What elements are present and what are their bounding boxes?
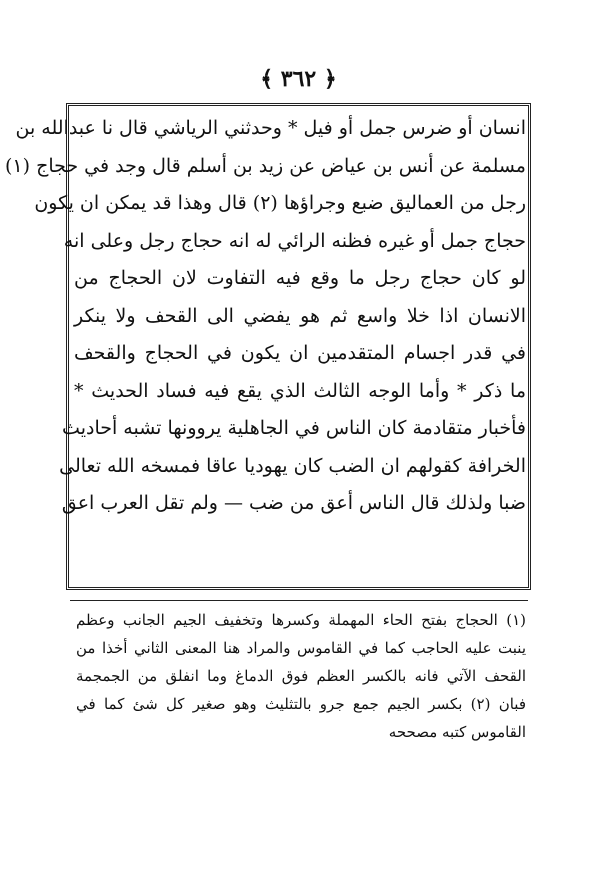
main-text bbox=[4, 110, 526, 523]
text-line: ما ذكر * وأما الوجه الثالث الذي يقع فيه فساد الحديث * bbox=[74, 379, 526, 402]
footnote-divider bbox=[70, 600, 528, 601]
text-line: الخرافة كقولهم ان الضب كان يهوديا عاقا فمسخه الله تعالى bbox=[59, 454, 526, 477]
text-line: في قدر اجسام المتقدمين ان يكون في الحجاج والقحف bbox=[74, 342, 526, 364]
footnote-line: القحف الآتي فانه بالكسر العظم فوق الدماغ وما انفلق من الجمجمة bbox=[76, 667, 526, 685]
text-line: انسان أو ضرس جمل أو فيل * وحدثني الرياشي قال نا عبدالله بن bbox=[15, 117, 526, 139]
text-line: فأخبار متقادمة كان الناس في الجاهلية يروونها تشبه أحاديث bbox=[62, 417, 526, 439]
text-line: رجل من العماليق ضبع وجراؤها (٢) قال وهذا قد يمكن ان يكون bbox=[34, 192, 526, 214]
text-line: الانسان اذا خلا واسع ثم هو يفضي الى القحف ولا ينكر bbox=[74, 304, 526, 327]
footnote-line: القاموس كتبه مصححه bbox=[388, 723, 526, 741]
footnotes bbox=[76, 606, 526, 746]
text-line: لو كان حجاج رجل ما وقع فيه التفاوت لان الحجاج من bbox=[74, 267, 526, 289]
footnote-line: ينبت عليه الحاجب كما في القاموس والمراد هنا المعنى الثاني أخذا من bbox=[76, 639, 526, 657]
page-number: ﴿ ٣٦٢ ﴾ bbox=[260, 66, 337, 92]
text-line: مسلمة عن أنس بن عياض عن زيد بن أسلم قال وجد في حجاج (١) bbox=[4, 154, 526, 177]
text-line: حجاج جمل أو غيره فظنه الرائي له انه حجاج رجل وعلى انه bbox=[63, 229, 526, 252]
footnote-line: فبان (٢) بكسر الجيم جمع جرو بالتثليث وهو صغير كل شئ كما في bbox=[76, 695, 527, 713]
footnote-line: (١) الحجاج بفتح الحاء المهملة وكسرها وتخفيف الجيم الجانب وعظم bbox=[76, 611, 526, 629]
text-line: ضبا ولذلك قال الناس أعق من ضب — ولم تقل العرب اعق bbox=[61, 492, 526, 514]
